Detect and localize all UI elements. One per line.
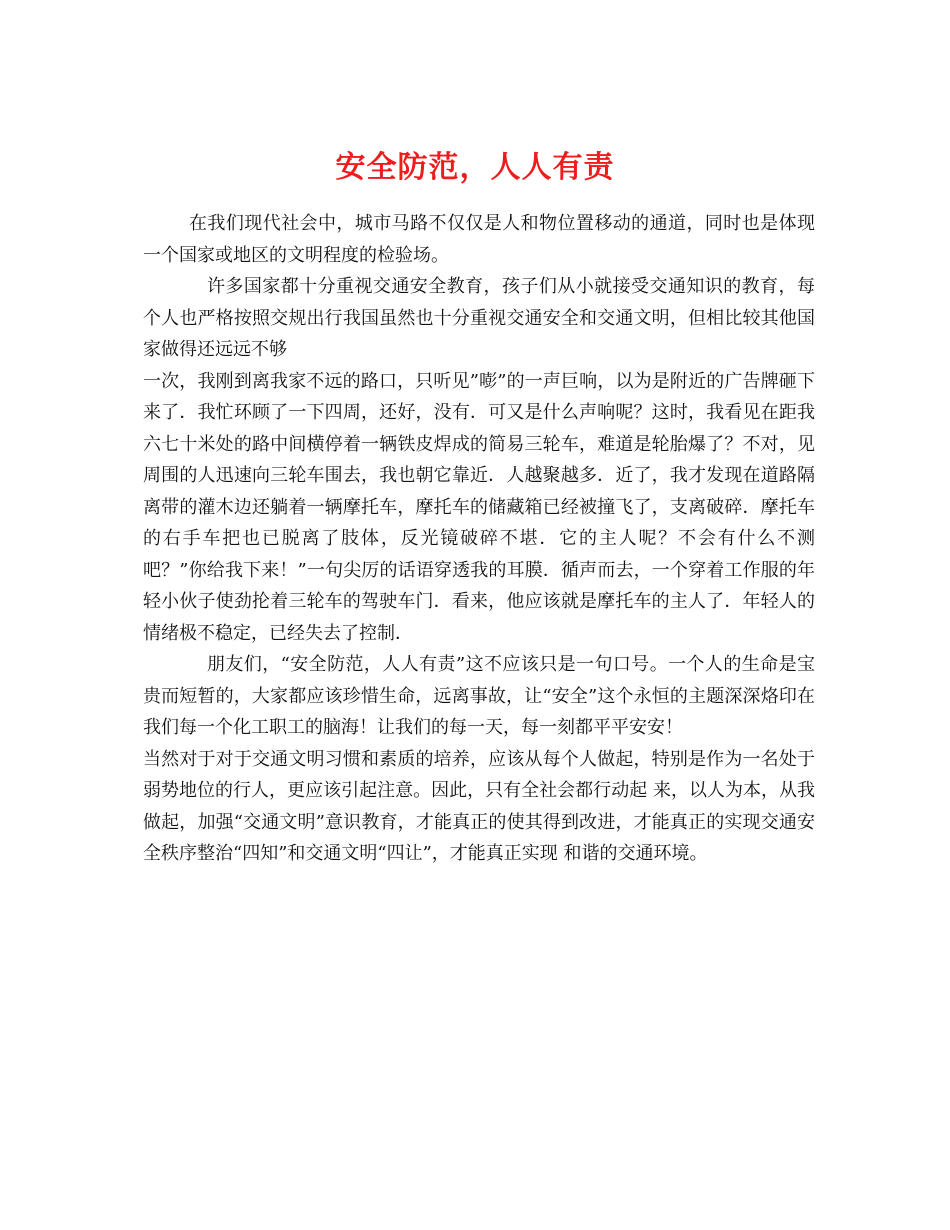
paragraph-story: 一次，我刚到离我家不远的路口，只听见”嘭”的一声巨响，以为是附近的广告牌砸下来了．我忙环顾了一下四周，还好，没有．可又是什么声响呢？这时，我看见在距我六七十米处的路中间横停着一辆铁皮焊成的简易三轮车，难道是轮胎爆了？不对，见周围的人迅速向三轮车围去，我也朝它靠近．人越聚越多．近了，我才发现在道路隔离带的灌木边还躺着一辆摩托车，摩托车的储藏箱已经被撞飞了，支离破碎．摩托车的右手车把也已脱离了肢体，反光镜破碎不堪．它的主人呢？不会有什么不测吧？”你给我下来！”一句尖厉的话语穿透我的耳膜．循声而去，一个穿着工作服的年轻小伙子使劲抡着三轮车的驾驶车门．看来，他应该就是摩托车的主人了．年轻人的情绪极不稳定，已经失去了控制． xyxy=(143,370,815,644)
paragraph-conclusion: 当然对于对于交通文明习惯和素质的培养，应该从每个人做起，特别是作为一名处于弱势地位的行人，更应该引起注意。因此，只有全社会都行动起 来，以人为本，从我做起，加强“交通文明”意识教育，才能真正的使其得到改进，才能真正的实现交通安全秩序整治“四知”和交通文明“四让”，才能真正实现 和谐的交通环境。 xyxy=(143,748,815,864)
paragraph-education: 许多国家都十分重视交通安全教育，孩子们从小就接受交通知识的教育，每个人也严格按照交规出行我国虽然也十分重视交通安全和交通文明，但相比较其他国家做得还远远不够 xyxy=(143,276,815,360)
document-body xyxy=(143,208,815,870)
paragraph-intro: 在我们现代社会中，城市马路不仅仅是人和物位置移动的通道，同时也是体现一个国家或地区的文明程度的检验场。 xyxy=(143,213,815,266)
document-title: 安全防范，人人有责 xyxy=(335,150,615,186)
paragraph-appeal: 朋友们，“安全防范，人人有责”这不应该只是一句口号。一个人的生命是宝贵而短暂的，大家都应该珍惜生命，远离事故，让“安全”这个永恒的主题深深烙印在我们每一个化工职工的脑海！让我们的每一天，每一刻都平平安安！ xyxy=(143,654,815,738)
